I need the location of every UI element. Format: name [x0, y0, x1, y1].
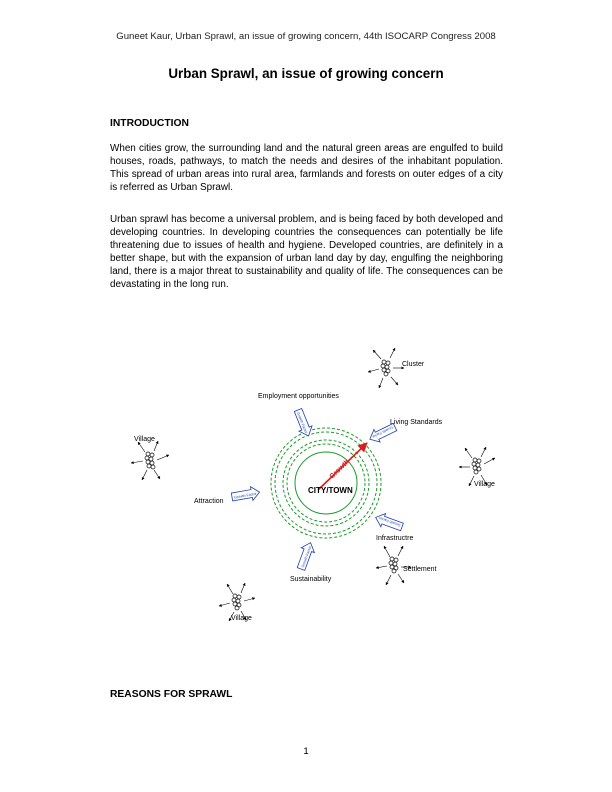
settlement-dots — [472, 458, 481, 474]
reasons-heading: REASONS FOR SPRAWL — [110, 689, 233, 700]
settlement-cluster-top-right — [368, 348, 404, 388]
attraction-label: Attraction — [194, 498, 224, 505]
settlement-village-left — [131, 441, 169, 480]
infrastructure-label: Infrastructre — [376, 535, 414, 542]
paper-title: Urban Sprawl, an issue of growing concern — [168, 66, 444, 81]
cluster-label: Cluster — [402, 361, 425, 368]
employment-arrow-tag: Growth Factor — [295, 411, 309, 435]
village-right-label: Village — [474, 481, 495, 488]
infrastructure-factor-arrow — [373, 511, 404, 534]
attraction-factor-arrow — [231, 485, 261, 504]
growth-label: Growth — [328, 458, 352, 481]
settlement-dots — [145, 452, 155, 469]
city-town-label: CITY/TOWN — [308, 486, 353, 495]
running-head: Guneet Kaur, Urban Sprawl, an issue of growing concern, 44th ISOCARP Congress 2008 — [116, 31, 496, 42]
settlement-dots — [232, 594, 241, 610]
settlement-dots — [389, 557, 398, 573]
sustainability-factor-arrow — [294, 540, 317, 571]
settlement-dots — [381, 360, 390, 376]
attraction-arrow-tag: Growth Factor — [233, 491, 257, 500]
page-number: 1 — [303, 746, 309, 757]
urban-sprawl-diagram — [110, 340, 510, 640]
intro-paragraph-1: When cities grow, the surrounding land and the natural green areas are engulfed to build houses, roads, pathways, to match the needs and desires of the inhabitant population. This spread of urban areas into rural area, farmlands and forests on outer edges of a city is referred as Urban Sprawl. — [110, 143, 503, 193]
village-bottom-left-label: Village — [231, 615, 252, 622]
intro-paragraph-2: Urban sprawl has become a universal problem, and is being faced by both developed and developing countries. In developing countries the consequences can potentially be life threatening due to issues of health and hygiene. Developed countries, are definitely in a better shape, but with the expansion of urban land day by day, engulfing the neighboring land, there is a major threat to sustainability and quality of life. The consequences can be devastating in the long run. — [110, 214, 503, 290]
village-left-label: Village — [134, 436, 155, 443]
infrastructure-arrow-tag: Growth Factor — [378, 515, 402, 528]
settlement-label: Settlement — [403, 566, 437, 573]
employment-factor-label: Employment opportunities — [258, 393, 339, 400]
living-standards-label: Living Standards — [390, 419, 443, 426]
sustainability-label: Sustainability — [290, 576, 332, 583]
introduction-heading: INTRODUCTION — [110, 118, 189, 129]
sustainability-arrow-tag: Growth Factor — [300, 545, 313, 569]
living-arrow-tag: Growth Factor — [371, 425, 394, 439]
